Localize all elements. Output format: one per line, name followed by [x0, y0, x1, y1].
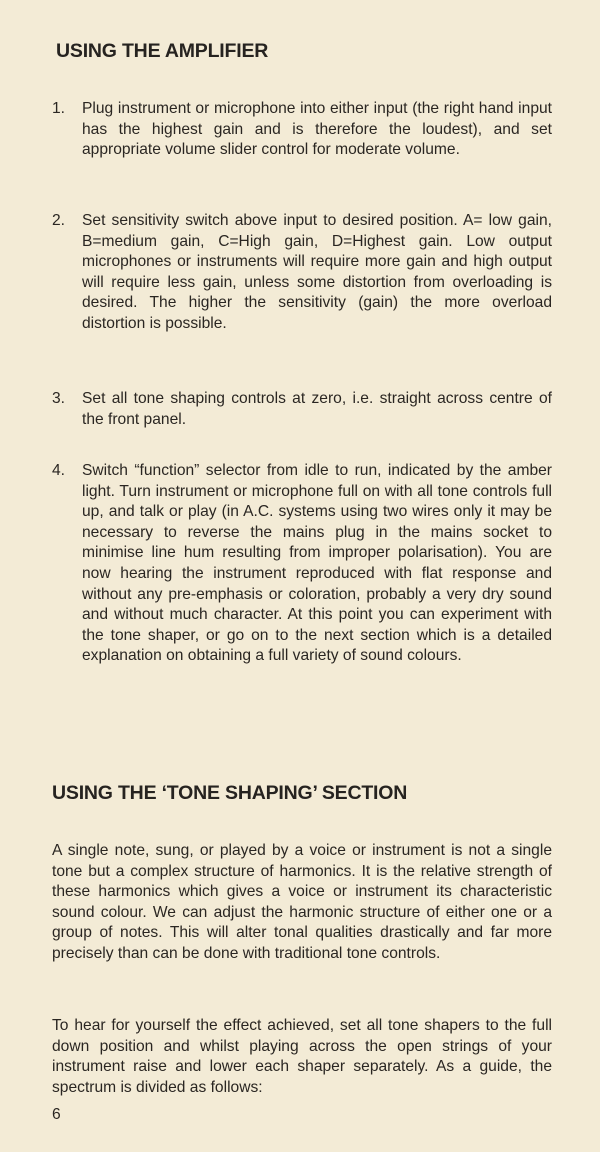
section-heading-using-the-amplifier: USING THE AMPLIFIER — [56, 40, 269, 62]
page-number: 6 — [52, 1106, 61, 1123]
instruction-step-2 — [52, 211, 552, 335]
step-text: Switch “function” selector from idle to run, indicated by the amber light. Turn instrument or microphone full on with all tone controls full up, and talk or play (in A.C. systems using two wires only it may be necessary to reverse the mains plug in the mains socket to minimise line hum resulting from improper polarisation). You are now hearing the instrument reproduced with flat response and without any pre-emphasis or coloration, probably a very dry sound and without much character. At this point you can experiment with the tone shaper, or go on to the next section which is a detailed explanation on obtaining a full variety of sound colours. — [82, 462, 552, 665]
section-heading-tone-shaping: USING THE ‘TONE SHAPING’ SECTION — [52, 782, 408, 804]
body-paragraph-harmonics: A single note, sung, or played by a voice or instrument is not a single tone but a complex structure of harmonics. It is the relative strength of these harmonics which gives a voice or instrument its characteristic sound colour. We can adjust the harmonic structure of either one or a group of notes. This will alter tonal qualities drastically and far more precisely than can be done with traditional tone controls. — [52, 842, 552, 962]
step-number: 2. — [52, 212, 66, 229]
step-number: 1. — [52, 100, 66, 117]
step-number: 3. — [52, 390, 66, 407]
step-text: Set sensitivity switch above input to desired position. A= low gain, B=medium gain, C=High gain, D=Highest gain. Low output microphones or instruments will require more gain and high output will require less gain, unless some distortion from overloading is desired. The higher the sensitivity (gain) the more overload distortion is possible. — [82, 212, 552, 332]
body-paragraph-spectrum-guide: To hear for yourself the effect achieved, set all tone shapers to the full down position and whilst playing across the open strings of your instrument raise and lower each shaper separately. As a guide, the spectrum is divided as follows: — [52, 1017, 552, 1096]
instruction-step-1 — [52, 99, 552, 161]
step-number: 4. — [52, 462, 66, 479]
step-text: Plug instrument or microphone into either input (the right hand input has the highest gain and is therefore the loudest), and set appropriate volume slider control for moderate volume. — [82, 100, 552, 159]
instruction-step-3 — [52, 389, 552, 430]
instruction-step-4 — [52, 461, 552, 667]
step-text: Set all tone shaping controls at zero, i.e. straight across centre of the front panel. — [82, 390, 552, 428]
